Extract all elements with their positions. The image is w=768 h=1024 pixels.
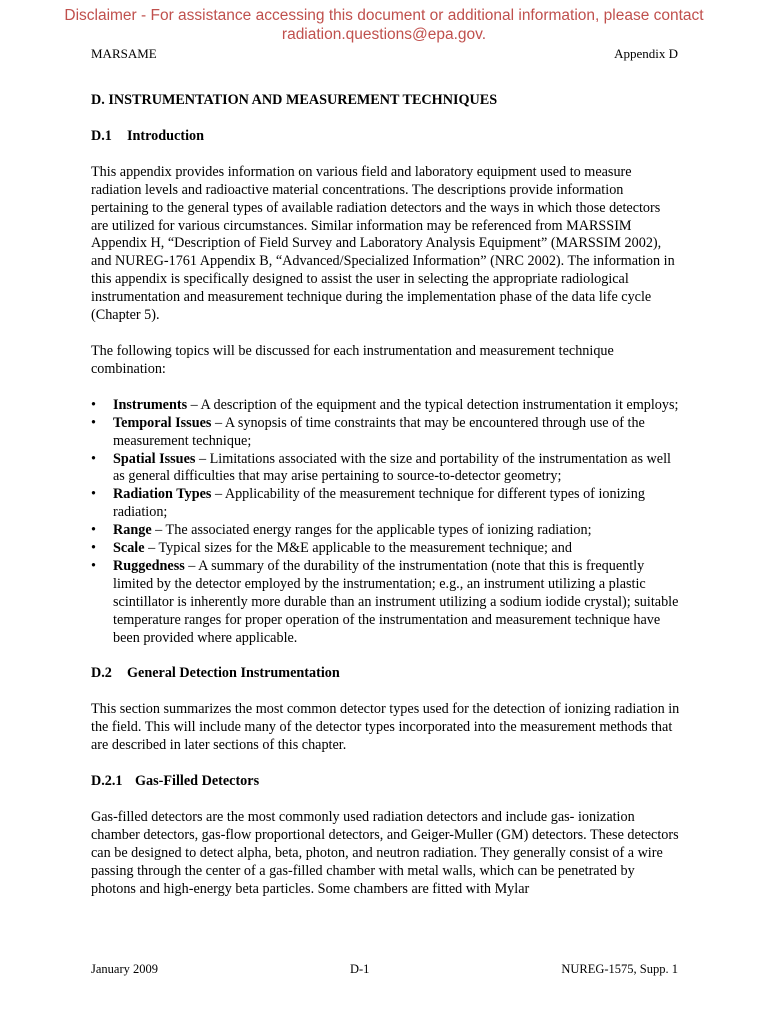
topic-description: – Typical sizes for the M&E applicable to the measurement technique; and	[144, 540, 572, 557]
bullet-icon: •	[91, 557, 96, 574]
bullet-icon: •	[91, 486, 96, 503]
topic-description: – A description of the equipment and the typical detection instrumentation it employs;	[187, 396, 679, 413]
section-d1-title: Introduction	[127, 127, 204, 144]
disclaimer-contact-email[interactable]: radiation.questions@epa.gov.	[281, 26, 487, 43]
bullet-icon: •	[91, 414, 96, 431]
section-d2-heading	[91, 665, 681, 683]
section-d1-heading	[91, 128, 681, 146]
list-item	[91, 397, 681, 415]
topic-term: Radiation Types	[113, 486, 212, 503]
footer-document-id: NUREG-1575, Supp. 1	[561, 962, 678, 976]
topic-term: Instruments	[113, 396, 188, 413]
topic-term: Temporal Issues	[113, 414, 212, 431]
section-d2-title: General Detection Instrumentation	[127, 665, 340, 682]
document-body	[91, 92, 681, 917]
section-d1-paragraph-1: This appendix provides information on various field and laboratory equipment used to measure radiation levels and radioactive material concentrations. The descriptions provide information pertaining to the general types of available radiation detectors and the ways in which those detectors are utilized for various circumstances. Similar information may be referenced from MARSSIM Appendix H, “Description of Field Survey and Laboratory Analysis Equipment” (MARSSIM 2002), and NUREG-1761 Appendix B, “Advanced/Specialized Information” (NRC 2002). The information in this appendix is specifically designed to assist the user in selecting the appropriate radiological instrumentation and measurement technique during the implementation phase of the data life cycle (Chapter 5).	[91, 163, 675, 324]
footer-page-number: D-1	[349, 962, 370, 976]
main-heading: D. INSTRUMENTATION AND MEASUREMENT TECHNIQUES	[91, 92, 498, 108]
list-item	[91, 451, 681, 487]
topic-description: – Applicability of the measurement technique for different types of ionizing radiation;	[113, 486, 645, 521]
topic-term: Range	[113, 522, 152, 539]
list-item	[91, 540, 681, 558]
disclaimer-banner	[60, 6, 708, 44]
list-item	[91, 486, 681, 522]
section-d2-paragraph: This section summarizes the most common detector types used for the detection of ionizing radiation in the field. This will include many of the detector types incorporated into the measurement methods that are described in later sections of this chapter.	[91, 701, 680, 754]
topics-list	[91, 397, 681, 648]
section-d21-title: Gas-Filled Detectors	[135, 773, 260, 790]
topic-term: Scale	[113, 540, 145, 557]
disclaimer-line-1: Disclaimer - For assistance accessing this document or additional information, please contact	[64, 7, 704, 24]
header-right: Appendix D	[614, 46, 678, 61]
topic-description: – The associated energy ranges for the applicable types of ionizing radiation;	[151, 522, 592, 539]
topic-description: – Limitations associated with the size and portability of the instrumentation as well as general difficulties that may arise pertaining to source-to-detector geometry;	[113, 450, 671, 485]
topic-term: Spatial Issues	[113, 450, 196, 467]
header-left: MARSAME	[91, 46, 157, 61]
running-footer	[91, 962, 678, 977]
section-d21-paragraph: Gas-filled detectors are the most commonly used radiation detectors and include gas- ionization chamber detectors, gas-flow proportional detectors, and Geiger-Muller (GM) detectors. These detectors can be designed to detect alpha, beta, photon, and neutron radiation. They generally consist of a wire passing through the center of a gas-filled chamber with metal walls, which can be penetrated by photons and high-energy beta particles. Some chambers are fitted with Mylar	[91, 809, 679, 897]
topic-description: – A synopsis of time constraints that may be encountered through use of the measurement technique;	[113, 414, 645, 449]
running-header	[91, 46, 678, 62]
section-d21-heading	[91, 773, 681, 791]
bullet-icon: •	[91, 450, 96, 467]
bullet-icon: •	[91, 522, 96, 539]
list-item	[91, 415, 681, 451]
footer-date: January 2009	[91, 962, 158, 976]
topic-term: Ruggedness	[113, 557, 185, 574]
list-item	[91, 558, 681, 648]
section-d2-number: D.2	[91, 665, 112, 682]
bullet-icon: •	[91, 540, 96, 557]
section-d1-number: D.1	[91, 127, 112, 144]
bullet-icon: •	[91, 396, 96, 413]
section-d1-paragraph-2: The following topics will be discussed for each instrumentation and measurement technique combination:	[91, 342, 614, 377]
topic-description: – A summary of the durability of the instrumentation (note that this is frequently limited by the detector employed by the instrumentation; e.g., an instrument utilizing a plastic scintillator is inherently more durable than an instrument utilizing a sodium iodide crystal); suitable temperature ranges for proper operation of the instrumentation and measurement technique have been provided where applicable.	[113, 557, 679, 646]
list-item	[91, 522, 681, 540]
section-d21-number: D.2.1	[91, 773, 123, 790]
